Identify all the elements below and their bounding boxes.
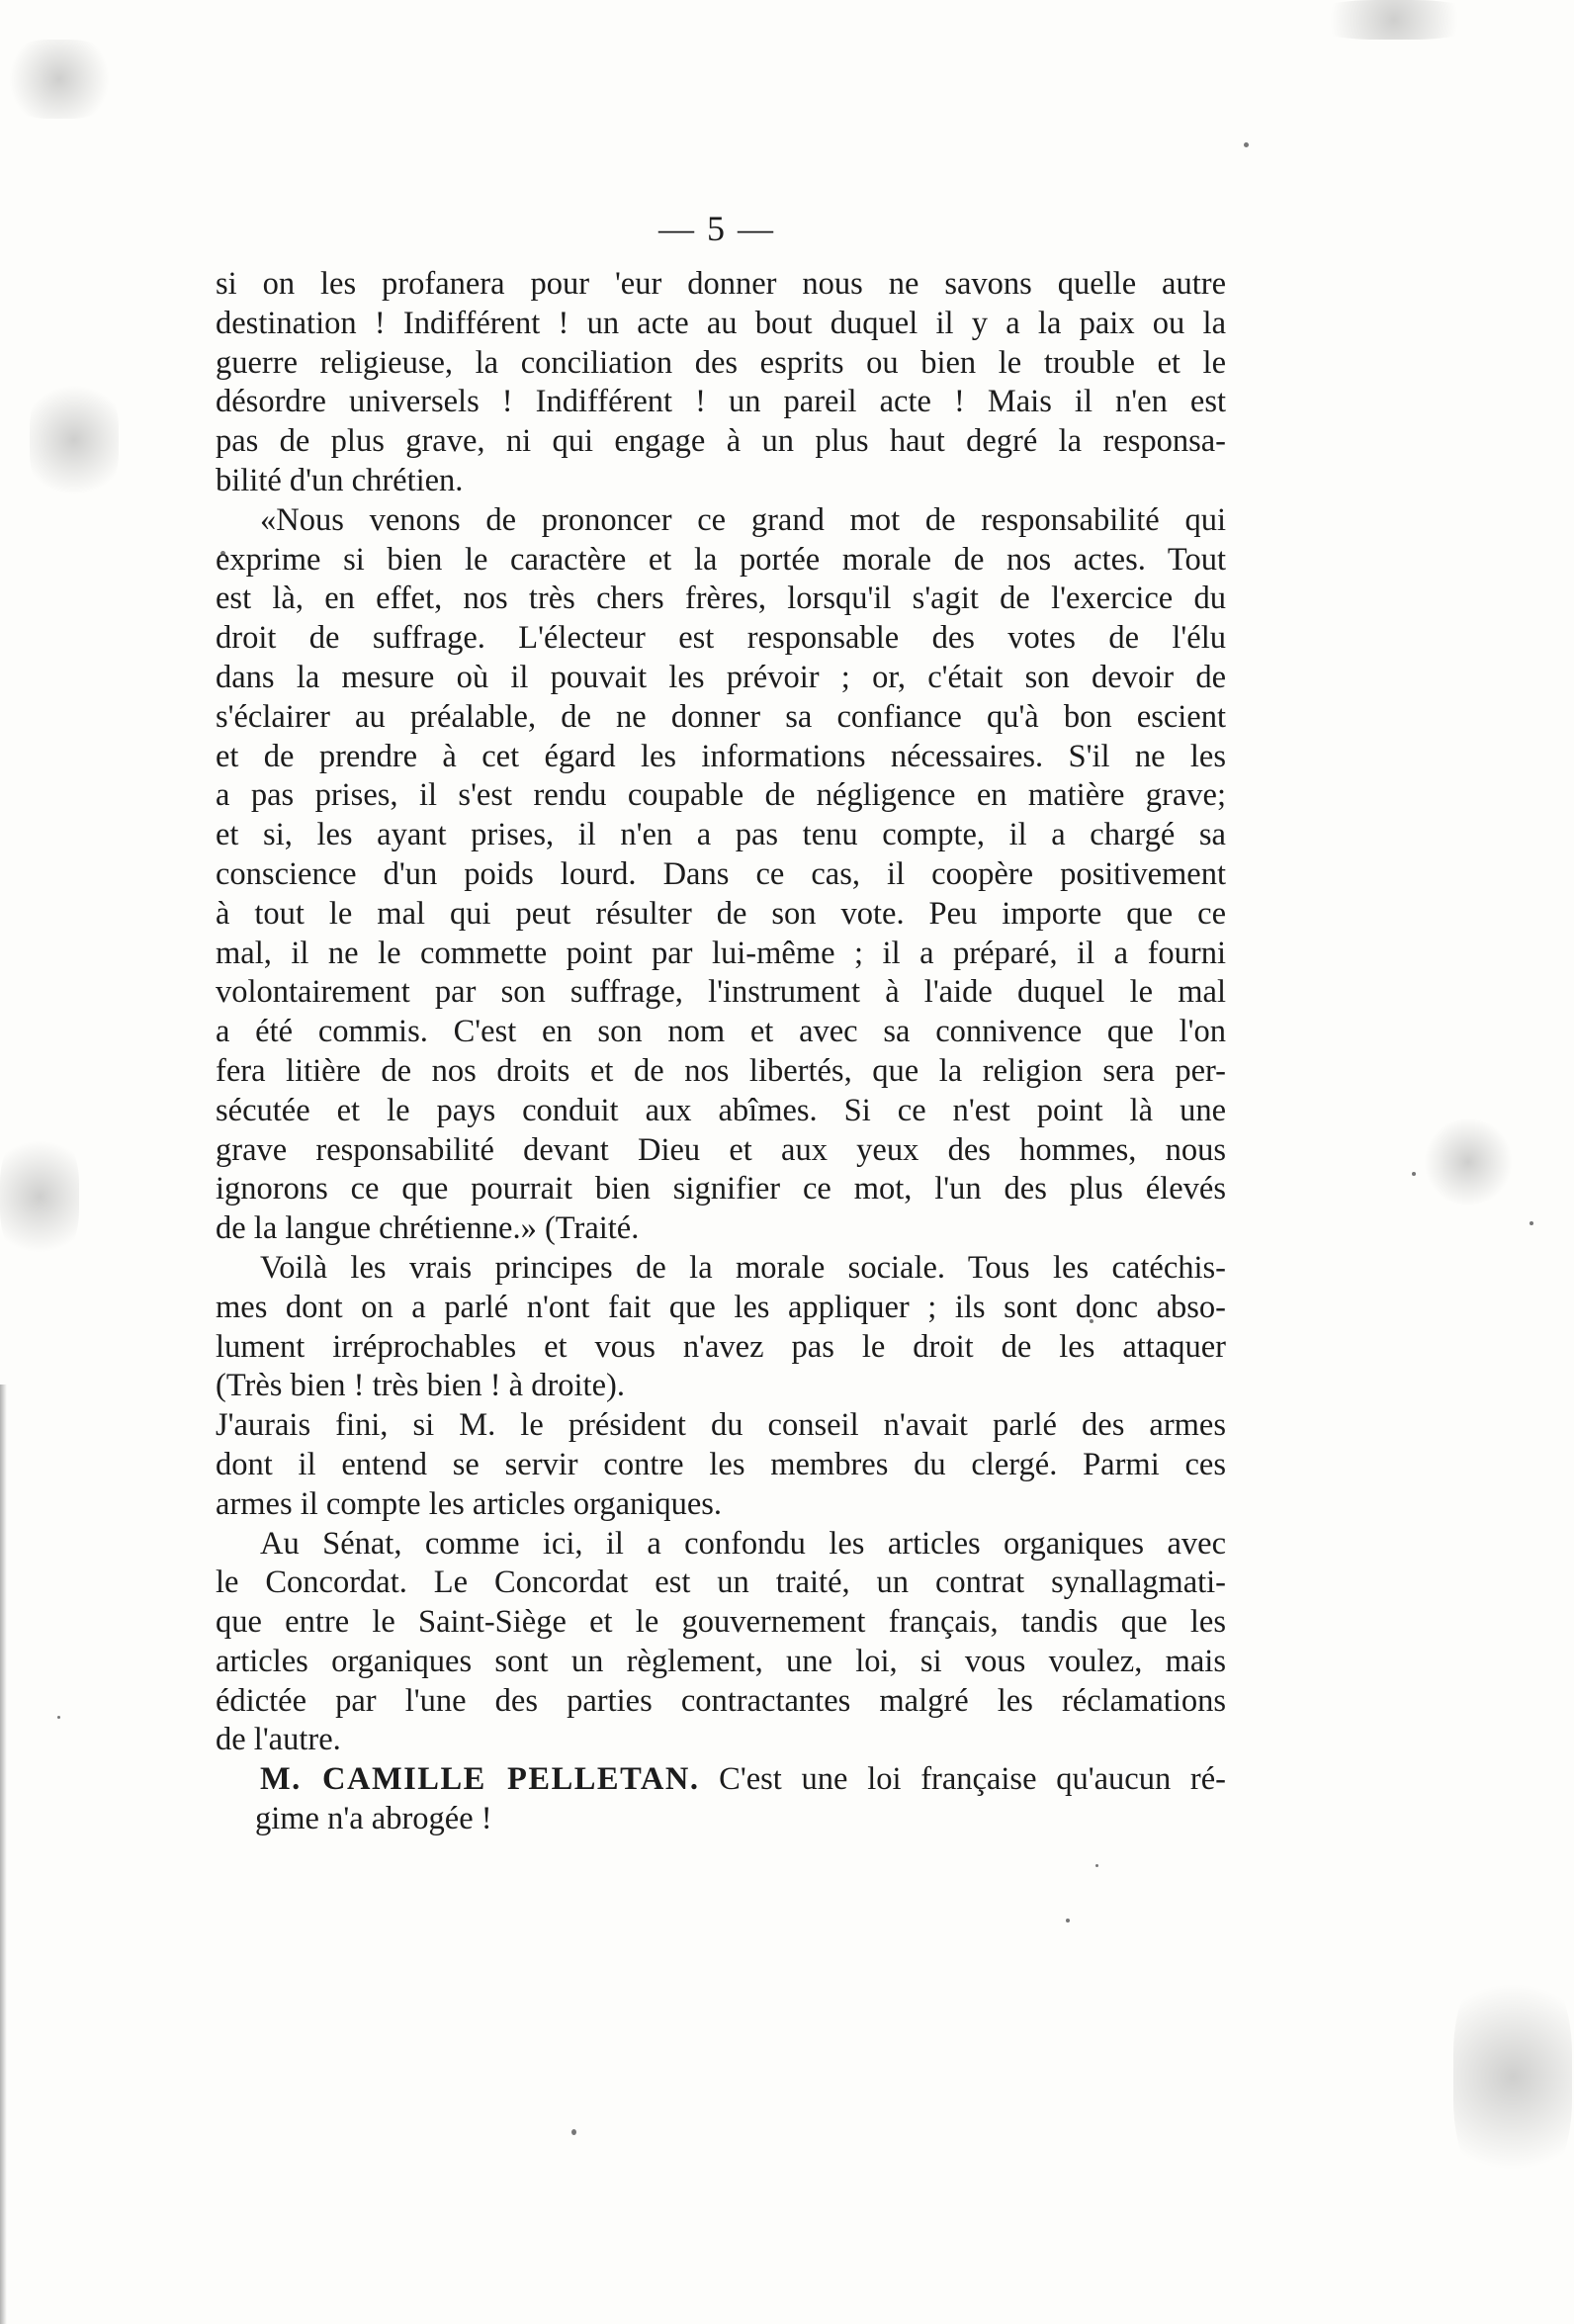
text-line: a pas prises, il s'est rendu coupable de négligence en matière grave; [216,777,1226,814]
text-line: ignorons ce que pourrait bien signifier ce mot, l'un des plus élevés [216,1171,1226,1207]
text-line: guerre religieuse, la conciliation des esprits ou bien le trouble et le [216,344,1226,381]
text-line: dans la mesure où il pouvait les prévoir ; or, c'était son devoir de [216,659,1226,695]
page-number: — 5 — [658,209,775,248]
text-line: Voilà les vrais principes de la morale sociale. Tous les catéchis- [260,1249,1226,1286]
text-line: dont il entend se servir contre les membres du clergé. Parmi ces [216,1446,1226,1482]
text-line: le Concordat. Le Concordat est un traité, un contrat synallagmati- [216,1564,1226,1601]
text-line: bilité d'un chrétien. [216,462,464,498]
text-line: est là, en effet, nos très chers frères, lorsqu'il s'agit de l'exercice du [216,581,1226,617]
text-line: Au Sénat, comme ici, il a confondu les articles organiques avec [260,1525,1226,1562]
text-line: pas de plus grave, ni qui engage à un plus haut degré la responsa- [216,423,1226,460]
text-line: (Très bien ! très bien ! à droite). [216,1368,625,1404]
text-line: J'aurais fini, si M. le président du conseil n'avait parlé des armes [216,1407,1226,1444]
text-line: destination ! Indifférent ! un acte au bout duquel il y a la paix ou la [216,305,1226,341]
speaker-continuation: gime n'a abrogée ! [255,1801,492,1837]
scan-noise [0,40,119,119]
text-line: articles organiques sont un règlement, une loi, si vous voulez, mais [216,1643,1226,1679]
body-text [216,265,1226,1839]
scan-speck [1095,1864,1098,1867]
text-line: droit de suffrage. L'électeur est responsable des votes de l'élu [216,620,1226,657]
text-line: désordre universels ! Indifférent ! un pareil acte ! Mais il n'en est [216,384,1226,420]
scan-noise [1424,1117,1513,1207]
text-line: de l'autre. [216,1722,341,1758]
scan-noise [0,1127,79,1266]
scan-edge-shadow [0,1385,7,2324]
scan-noise [1305,0,1483,40]
text-line: lument irréprochables et vous n'avez pas le droit de les attaquer [216,1328,1226,1365]
text-line: édictée par l'une des parties contractantes malgré les réclamations [216,1682,1226,1719]
scan-speck [571,2129,576,2135]
text-line: et si, les ayant prises, il n'en a pas tenu compte, il a chargé sa [216,817,1226,853]
speaker-text: C'est une loi française qu'aucun ré- [699,1761,1226,1798]
scan-speck [1412,1172,1416,1176]
scan-speck [1244,142,1249,147]
text-line: a été commis. C'est en son nom et avec sa connivence que l'on [216,1014,1226,1050]
text-line: mal, il ne le commette point par lui-même ; il a préparé, il a fourni [216,935,1226,971]
text-line: si on les profanera pour 'eur donner nous ne savons quelle autre [216,266,1226,302]
text-line: armes il compte les articles organiques. [216,1485,723,1522]
text-line: à tout le mal qui peut résulter de son vote. Peu importe que ce [216,895,1226,932]
scan-speck [1530,1221,1533,1225]
text-line: s'éclairer au préalable, de ne donner sa confiance qu'à bon escient [216,698,1226,735]
text-line: sécutée et le pays conduit aux abîmes. Si ce n'est point là une [216,1092,1226,1128]
text-line: conscience d'un poids lourd. Dans ce cas, il coopère positivement [216,855,1226,892]
speaker-line [216,1760,1226,1800]
speaker-name: M. CAMILLE PELLETAN. [260,1761,700,1798]
text-line: de la langue chrétienne.» (Traité. [216,1210,640,1247]
text-line: fera litière de nos droits et de nos libertés, que la religion sera per- [216,1052,1226,1089]
text-line: volontairement par son suffrage, l'instrument à l'aide duquel le mal [216,974,1226,1011]
scan-noise [1453,1958,1572,2195]
text-line: et de prendre à cet égard les informations nécessaires. S'il ne les [216,738,1226,774]
text-line: que entre le Saint-Siège et le gouvernement français, tandis que les [216,1604,1226,1641]
text-line: mes dont on a parlé n'ont fait que les appliquer ; ils sont donc abso- [216,1289,1226,1325]
text-line: exprime si bien le caractère et la portée morale de nos actes. Tout [216,541,1226,578]
scan-speck [1066,1919,1070,1922]
text-lines [216,265,1226,1760]
text-line: grave responsabilité devant Dieu et aux yeux des hommes, nous [216,1131,1226,1168]
text-line: «Nous venons de prononcer ce grand mot de responsabilité qui [260,501,1226,538]
scan-noise [30,376,119,504]
scan-speck [57,1716,60,1719]
